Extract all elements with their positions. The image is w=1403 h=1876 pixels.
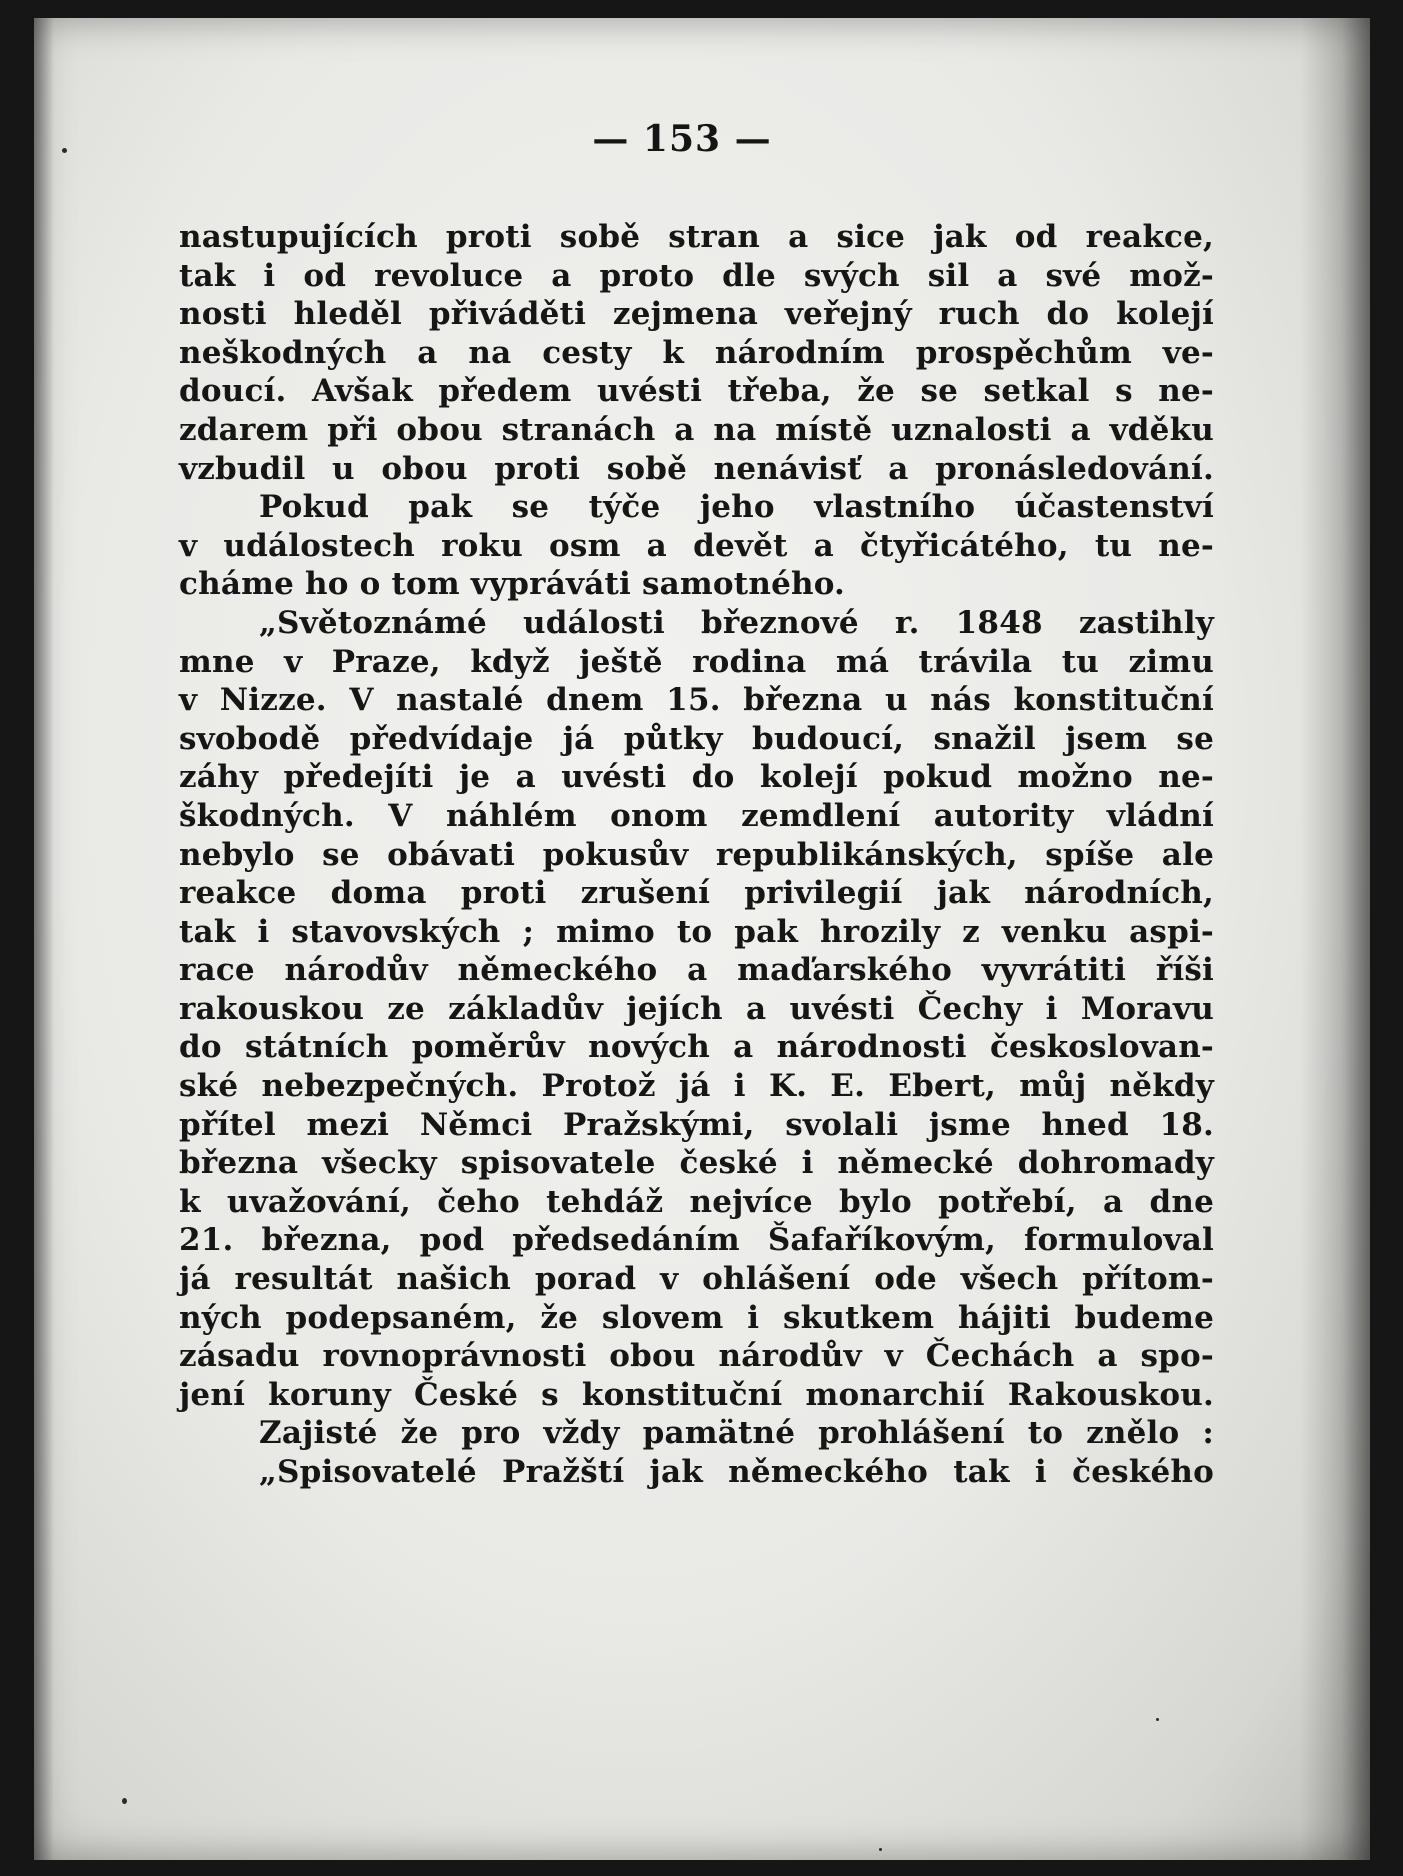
text-line: „Spisovatelé Pražští jak německého tak i českého [259, 1454, 1214, 1490]
text-line: race národův německého a maďarského vyvrátiti říši [179, 952, 1214, 989]
text-line: ské nebezpečných. Protož já i K. E. Ebert, můj někdy [179, 1068, 1214, 1105]
ink-speck [122, 1798, 127, 1804]
text-line: zásadu rovnoprávnosti obou národův v Čechách a spo- [179, 1338, 1214, 1375]
text-line: ných podepsaném, že slovem i skutkem hájiti budeme [179, 1299, 1214, 1336]
text-line: tak i od revoluce a proto dle svých sil a své mož- [179, 257, 1214, 294]
text-line: nebylo se obávati pokusův republikánských, spíše ale [179, 836, 1214, 873]
text-line: tak i stavovských ; mimo to pak hrozily z venku aspi- [179, 913, 1214, 950]
text-line: 21. března, pod předsedáním Šafaříkovým, formuloval [179, 1222, 1214, 1259]
ink-speck [1156, 1718, 1159, 1721]
text-line: cháme ho o tom vypráváti samotného. [179, 566, 846, 603]
body-text [179, 218, 1214, 1492]
text-line: já resultát našich porad v ohlášení ode všech přítom- [179, 1261, 1214, 1298]
text-line: zdarem při obou stranách a na místě uznalosti a vděku [179, 411, 1214, 448]
book-page [34, 18, 1370, 1860]
text-line: mne v Praze, když ještě rodina má trávila tu zimu [179, 643, 1214, 680]
text-line: vzbudil u obou proti sobě nenávisť a pronásledování. [179, 450, 1214, 487]
text-line: v Nizze. V nastalé dnem 15. března u nás konstituční [179, 682, 1214, 719]
text-line: v událostech roku osm a devět a čtyřicátého, tu ne- [179, 527, 1214, 564]
text-line: jení koruny České s konstituční monarchií Rakouskou. [179, 1376, 1214, 1413]
text-line: nosti hleděl přiváděti zejmena veřejný ruch do kolejí [179, 296, 1214, 333]
text-line: reakce doma proti zrušení privilegií jak národních, [179, 875, 1214, 912]
text-line: doucí. Avšak předem uvésti třeba, že se setkal s ne- [179, 373, 1214, 410]
page-gutter-shadow [1300, 18, 1370, 1860]
text-line: k uvažování, čeho tehdáž nejvíce bylo potřebí, a dne [179, 1183, 1214, 1220]
text-line: rakouskou ze základův jejích a uvésti Čechy i Moravu [179, 990, 1214, 1027]
text-line: Zajisté že pro vždy pamätné prohlášení to znělo : [259, 1415, 1214, 1452]
text-line: svobodě předvídaje já půtky budoucí, snažil jsem se [179, 720, 1214, 757]
text-line: přítel mezi Němci Pražskými, svolali jsme hned 18. [179, 1106, 1214, 1143]
ink-speck [62, 148, 67, 153]
text-line: škodných. V náhlém onom zemdlení autority vládní [179, 797, 1214, 834]
text-line: nastupujících proti sobě stran a sice jak od reakce, [179, 219, 1214, 255]
text-line: „Světoznámé události březnové r. 1848 zastihly [259, 604, 1214, 641]
page-left-edge-shadow [34, 18, 54, 1860]
text-line: března všecky spisovatele české i německé dohromady [179, 1145, 1214, 1182]
text-line: do státních poměrův nových a národnosti českoslovan- [179, 1029, 1214, 1066]
ink-speck [879, 1848, 882, 1851]
text-line: Pokud pak se týče jeho vlastního účastenství [259, 489, 1214, 526]
text-line: záhy předejíti je a uvésti do kolejí pokud možno ne- [179, 759, 1214, 796]
text-line: neškodných a na cesty k národním prospěchům ve- [179, 334, 1214, 371]
page-number: — 153 — [592, 118, 772, 160]
